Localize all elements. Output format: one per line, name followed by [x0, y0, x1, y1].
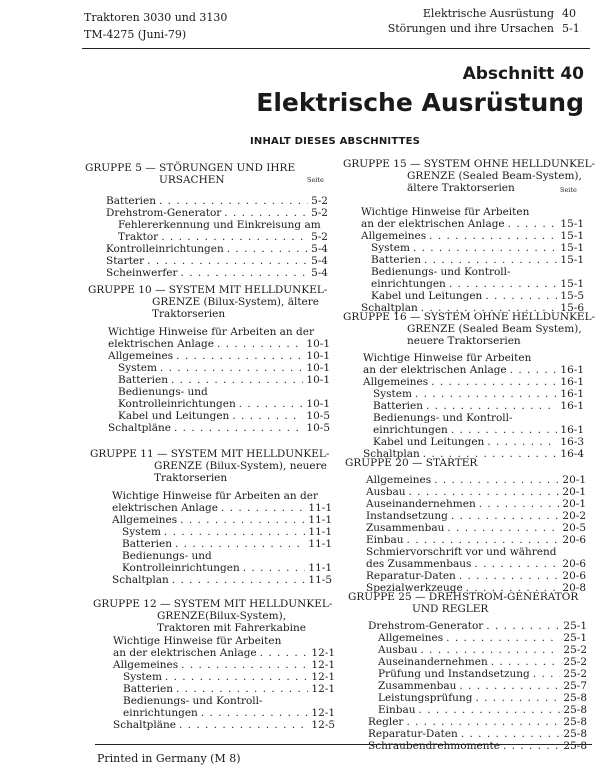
list-item: Einbau . . . 25-8	[368, 704, 587, 716]
list-item: Allgemeines . . . 15-1	[361, 230, 584, 242]
group-10-list	[108, 326, 330, 434]
list-item: Schmiervorschrift vor und während	[366, 546, 557, 558]
list-item: Allgemeines . . . 11-1	[112, 514, 332, 526]
header-rule	[82, 48, 590, 49]
header-right-line1: Elektrische Ausrüstung	[422, 7, 554, 20]
header-right-page1: 40	[562, 7, 576, 20]
list-item: Auseinandernehmen . . . 25-2	[368, 656, 587, 668]
list-item: Drehstrom-Generator . . . 5-2	[106, 207, 328, 219]
list-item: System . . . 12-1	[113, 671, 335, 683]
list-item: Kontrolleinrichtungen . . . 10-1	[108, 398, 330, 410]
list-item: Wichtige Hinweise für Arbeiten	[363, 352, 532, 364]
list-item: Ausbau . . . 20-1	[366, 486, 586, 498]
list-item: Kabel und Leitungen . . . 16-3	[363, 436, 584, 448]
header-left-line2: TM-4275 (Juni-79)	[84, 28, 187, 41]
list-item: Wichtige Hinweise für Arbeiten	[113, 635, 282, 647]
list-item: Auseinandernehmen . . . 20-1	[366, 498, 586, 510]
list-item: an der elektrischen Anlage . . . 15-1	[361, 218, 584, 230]
header-right-line2: Störungen und ihre Ursachen	[387, 22, 554, 35]
list-item: Batterien . . . 11-1	[112, 538, 332, 550]
list-item: Batterien . . . 16-1	[363, 400, 584, 412]
list-item: System . . . 15-1	[361, 242, 584, 254]
list-item: Prüfung und Instandsetzung . . . 25-2	[368, 668, 587, 680]
list-item: Scheinwerfer . . . 5-4	[106, 267, 328, 279]
group-15-heading: GRUPPE 15 — SYSTEM OHNE HELLDUNKEL- GRENZE (Sealed Beam-System), ältere Traktorserien	[343, 158, 596, 194]
list-item: Schaltplan . . . 16-4	[363, 448, 584, 460]
seite-label: Seite	[307, 176, 324, 184]
list-item: Starter . . . 5-4	[106, 255, 328, 267]
list-item: Allgemeines . . . 25-1	[368, 632, 587, 644]
list-item: Leistungsprüfung . . . 25-8	[368, 692, 587, 704]
footer-text: Printed in Germany (M 8)	[97, 752, 241, 765]
list-item: Kabel und Leitungen . . . 15-5	[361, 290, 584, 302]
list-item: einrichtungen . . . 12-1	[113, 707, 335, 719]
contents-heading: INHALT DIESES ABSCHNITTES	[250, 136, 421, 147]
list-item: Ausbau . . . 25-2	[368, 644, 587, 656]
group-15-list	[361, 206, 584, 314]
list-item: Reparatur-Daten . . . 25-8	[368, 728, 587, 740]
group-11-heading: GRUPPE 11 — SYSTEM MIT HELLDUNKEL- GRENZE (Bilux-System), neuere Traktorserien	[90, 448, 330, 484]
list-item: Batterien . . . 10-1	[108, 374, 330, 386]
list-item: Schaltplan . . . 11-5	[112, 574, 332, 586]
list-item: System . . . 16-1	[363, 388, 584, 400]
list-item: Batterien . . . 12-1	[113, 683, 335, 695]
list-item: System . . . 10-1	[108, 362, 330, 374]
list-item: Bedienungs- und Kontroll-	[371, 266, 511, 278]
list-item: Schaltpläne . . . 10-5	[108, 422, 330, 434]
list-item: an der elektrischen Anlage . . . 16-1	[363, 364, 584, 376]
list-item: des Zusammenbaus . . . 20-6	[366, 558, 586, 570]
list-item: Bedienungs- und Kontroll-	[123, 695, 263, 707]
group-20-heading: GRUPPE 20 — STARTER	[345, 457, 478, 469]
list-item: Wichtige Hinweise für Arbeiten an der	[112, 490, 318, 502]
list-item: einrichtungen . . . 16-1	[363, 424, 584, 436]
list-item: Einbau . . . 20-6	[366, 534, 586, 546]
list-item: an der elektrischen Anlage . . . 12-1	[113, 647, 335, 659]
list-item: Wichtige Hinweise für Arbeiten	[361, 206, 530, 218]
group-12-heading: GRUPPE 12 — SYSTEM MIT HELLDUNKEL- GRENZE(Bilux-System), Traktoren mit Fahrerkabine	[93, 598, 333, 634]
group-16-list	[363, 352, 584, 460]
list-item: Zusammenbau . . . 20-5	[366, 522, 586, 534]
list-item: Allgemeines . . . 16-1	[363, 376, 584, 388]
list-item: Schaltplan . . . 15-6	[361, 302, 584, 314]
list-item: Bedienungs- und Kontroll-	[373, 412, 513, 424]
list-item: einrichtungen . . . 15-1	[361, 278, 584, 290]
list-item: Fehlererkennung und Einkreisung am	[118, 219, 321, 231]
list-item: Reparatur-Daten . . . 20-6	[366, 570, 586, 582]
group-25-list	[368, 620, 587, 752]
group-10-heading: GRUPPE 10 — SYSTEM MIT HELLDUNKEL- GRENZE (Bilux-System), ältere Traktorserien	[88, 284, 328, 320]
group-5-list	[106, 195, 328, 279]
page-title: Elektrische Ausrüstung	[256, 88, 584, 117]
group-11-list	[112, 490, 332, 586]
list-item: Kontrolleinrichtungen . . . 11-1	[112, 562, 332, 574]
list-item: Schaltpläne . . . 12-5	[113, 719, 335, 731]
section-label: Abschnitt 40	[462, 64, 584, 84]
list-item: Regler . . . 25-8	[368, 716, 587, 728]
list-item: Bedienungs- und	[122, 550, 212, 562]
group-20-list	[366, 474, 586, 594]
list-item: Kabel und Leitungen . . . 10-5	[108, 410, 330, 422]
list-item: elektrischen Anlage . . . 11-1	[112, 502, 332, 514]
list-item: Schraubendrehmomente . . . 25-8	[368, 740, 587, 752]
list-item: elektrischen Anlage . . . 10-1	[108, 338, 330, 350]
group-5-heading: GRUPPE 5 — STÖRUNGEN UND IHRE URSACHEN	[85, 162, 296, 186]
list-item: Zusammenbau . . . 25-7	[368, 680, 587, 692]
list-item: Wichtige Hinweise für Arbeiten an der	[108, 326, 314, 338]
header-right-page2: 5-1	[562, 22, 580, 35]
seite-label: Seite	[560, 186, 577, 194]
list-item: Allgemeines . . . 10-1	[108, 350, 330, 362]
list-item: Kontrolleinrichtungen . . . 5-4	[106, 243, 328, 255]
list-item: Drehstrom-Generator . . . 25-1	[368, 620, 587, 632]
list-item: Spezialwerkzeuge . . . 20-8	[366, 582, 586, 594]
list-item: System . . . 11-1	[112, 526, 332, 538]
group-16-heading: GRUPPE 16 — SYSTEM OHNE HELLDUNKEL- GRENZE (Sealed Beam System), neuere Traktorserien	[343, 311, 596, 347]
group-12-list	[113, 635, 335, 731]
header-left-line1: Traktoren 3030 und 3130	[84, 11, 228, 24]
group-25-heading: GRUPPE 25 — DREHSTROM-GENERATOR UND REGLER	[348, 591, 579, 615]
list-item: Allgemeines . . . 20-1	[366, 474, 586, 486]
list-item: Batterien . . . 5-2	[106, 195, 328, 207]
list-item: Batterien . . . 15-1	[361, 254, 584, 266]
list-item: Traktor . . . 5-2	[106, 231, 328, 243]
list-item: Allgemeines . . . 12-1	[113, 659, 335, 671]
list-item: Instandsetzung . . . 20-2	[366, 510, 586, 522]
footer-rule	[95, 744, 592, 745]
list-item: Bedienungs- und	[118, 386, 208, 398]
